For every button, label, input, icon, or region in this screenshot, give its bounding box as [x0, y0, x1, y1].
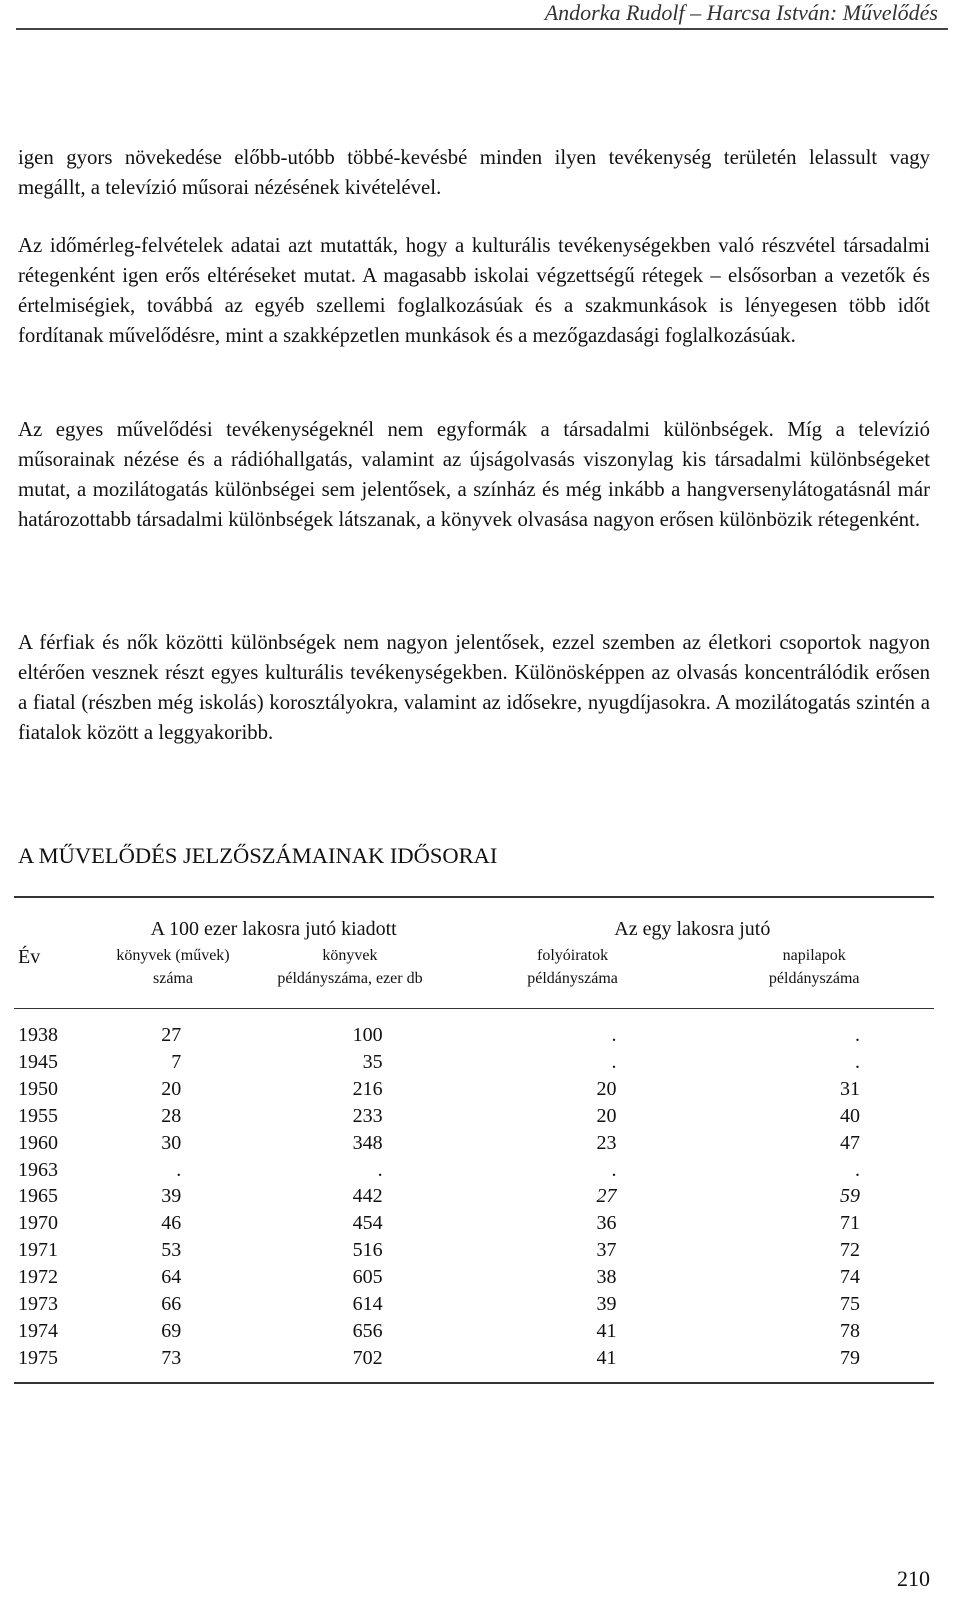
value-cell: .: [855, 1050, 860, 1073]
year-cell: 1973: [18, 1293, 58, 1316]
value-cell: 79: [694, 1345, 934, 1383]
value-cell: 75: [840, 1293, 860, 1316]
column-header-books-copies: könyvek példányszáma, ezer db: [249, 944, 450, 1009]
value-cell: 20: [596, 1104, 617, 1127]
value-cell: 74: [840, 1266, 860, 1289]
value-cell: 53: [161, 1239, 182, 1262]
value-cell: 27: [596, 1185, 617, 1208]
table-row: [14, 1130, 934, 1157]
value-cell: 64: [161, 1266, 182, 1289]
value-cell: .: [611, 1024, 617, 1046]
paragraph-1: igen gyors növekedése előbb-utóbb többé-kevésbé minden ilyen tevékenység területén lelassult vagy megállt, a televízió műsorai nézésének kivételével.: [18, 146, 930, 199]
value-cell: 37: [596, 1239, 617, 1262]
year-cell: 1965: [18, 1185, 58, 1208]
value-cell: 20: [161, 1077, 182, 1100]
value-cell: 66: [161, 1293, 182, 1316]
value-cell: 38: [596, 1266, 617, 1289]
paragraph-4: A férfiak és nők közötti különbségek nem nagyon jelentősek, ezzel szemben az életkori csoportok nagyon eltérően vesznek részt egyes kulturális tevékenységekben. Különösképpen az olvasás koncentrálódik erősen a fiatal (részben még iskolás) korosztályokra, valamint az idősekre, nyugdíjasokra. A mozilátogatás szintén a fiatalok között a leggyakoribb.: [18, 631, 930, 744]
value-cell: 605: [352, 1266, 383, 1289]
table-row: [14, 1183, 934, 1210]
value-cell: 72: [840, 1239, 860, 1262]
value-cell: 35: [362, 1050, 383, 1073]
value-cell: 442: [352, 1185, 383, 1208]
value-cell: 23: [596, 1131, 617, 1154]
value-cell: 702: [249, 1345, 450, 1383]
value-cell: 454: [352, 1212, 383, 1235]
value-cell: .: [611, 1158, 617, 1181]
column-header-periodicals: folyóiratok példányszáma: [451, 944, 695, 1009]
value-cell: 31: [840, 1077, 860, 1100]
paragraph-3: Az egyes művelődési tevékenységeknél nem egyformák a társadalmi különbségek. Míg a televízió műsorainak nézése és a rádióhallgatás, valamint az újságolvasás viszonylag kis társadalmi különbségeket mutat, a mozilátogatás különbségei sem jelentősek, a színház és még inkább a hangversenylátogatásnál már határozottabb társadalmi különbségek látszanak, a könyvek olvasása nagyon erősen különbözik rétegenként.: [18, 418, 930, 531]
value-cell: 69: [161, 1319, 182, 1342]
year-cell: 1972: [18, 1266, 58, 1289]
year-column-header: Év: [18, 946, 41, 968]
section-title: A MŰVELŐDÉS JELZŐSZÁMAINAK IDŐSORAI: [18, 843, 498, 868]
table-row: [14, 1264, 934, 1291]
value-cell: .: [855, 1024, 860, 1046]
table-row: [14, 1157, 934, 1184]
value-cell: 614: [352, 1293, 383, 1316]
value-cell: 71: [840, 1212, 860, 1235]
value-cell: 39: [161, 1185, 182, 1208]
year-cell: 1938: [18, 1024, 58, 1046]
value-cell: 516: [352, 1239, 383, 1262]
running-header: Andorka Rudolf – Harcsa István: Művelődés: [544, 0, 938, 25]
value-cell: .: [855, 1158, 860, 1181]
value-cell: 100: [352, 1024, 383, 1046]
table-row: [14, 1210, 934, 1237]
paragraph-2: Az időmérleg-felvételek adatai azt mutatták, hogy a kulturális tevékenységekben való részvétel társadalmi rétegenként igen erős eltéréseket mutat. A magasabb iskolai végzettségű rétegek – elsősorban a vezetők és értelmiségiek, továbbá az egyéb szellemi foglalkozásúak és a szakmunkások is lényegesen több időt fordítanak művelődésre, mint a szakképzetlen munkások és a mezőgazdasági foglalkozásúak.: [18, 234, 930, 347]
value-cell: 41: [596, 1319, 617, 1342]
year-cell: 1950: [18, 1077, 58, 1100]
value-cell: 7: [171, 1050, 182, 1073]
value-cell: 216: [352, 1077, 383, 1100]
table-row: [14, 1076, 934, 1103]
page-number: 210: [897, 1566, 930, 1591]
year-cell: 1970: [18, 1212, 58, 1235]
value-cell: 41: [451, 1345, 695, 1383]
value-cell: 39: [596, 1293, 617, 1316]
value-cell: 46: [161, 1212, 182, 1235]
table-row: [14, 1103, 934, 1130]
year-cell: 1955: [18, 1104, 58, 1127]
column-header-dailies: napilapok példányszáma: [694, 944, 934, 1009]
year-cell: 1974: [18, 1319, 58, 1342]
table-row: [14, 1345, 934, 1383]
value-cell: 78: [840, 1319, 860, 1342]
table-row: [14, 1318, 934, 1345]
value-cell: 233: [352, 1104, 383, 1127]
indicator-table: [14, 896, 934, 1384]
value-cell: 656: [352, 1319, 383, 1342]
value-cell: 30: [161, 1131, 182, 1154]
group-header-per-capita: Az egy lakosra jutó: [451, 897, 934, 944]
value-cell: 28: [161, 1104, 182, 1127]
year-cell: 1963: [18, 1158, 58, 1181]
table-row: [14, 1009, 934, 1049]
table-row: [14, 1237, 934, 1264]
table-row: [14, 1291, 934, 1318]
value-cell: 40: [840, 1104, 860, 1127]
value-cell: .: [611, 1050, 617, 1073]
year-cell: 1960: [18, 1131, 58, 1154]
value-cell: .: [377, 1158, 383, 1181]
year-cell: 1975: [14, 1345, 97, 1383]
value-cell: 348: [352, 1131, 383, 1154]
column-header-books-titles: könyvek (művek) száma: [97, 944, 250, 1009]
year-cell: 1971: [18, 1239, 58, 1262]
header-divider: [16, 28, 948, 30]
value-cell: 59: [840, 1185, 860, 1208]
value-cell: .: [176, 1158, 182, 1181]
value-cell: 73: [97, 1345, 250, 1383]
table-row: [14, 1049, 934, 1076]
year-cell: 1945: [18, 1050, 58, 1073]
value-cell: 36: [596, 1212, 617, 1235]
group-header-per-100k: A 100 ezer lakosra jutó kiadott: [97, 897, 451, 944]
value-cell: 20: [596, 1077, 617, 1100]
value-cell: 47: [840, 1131, 860, 1154]
value-cell: 27: [161, 1024, 182, 1046]
